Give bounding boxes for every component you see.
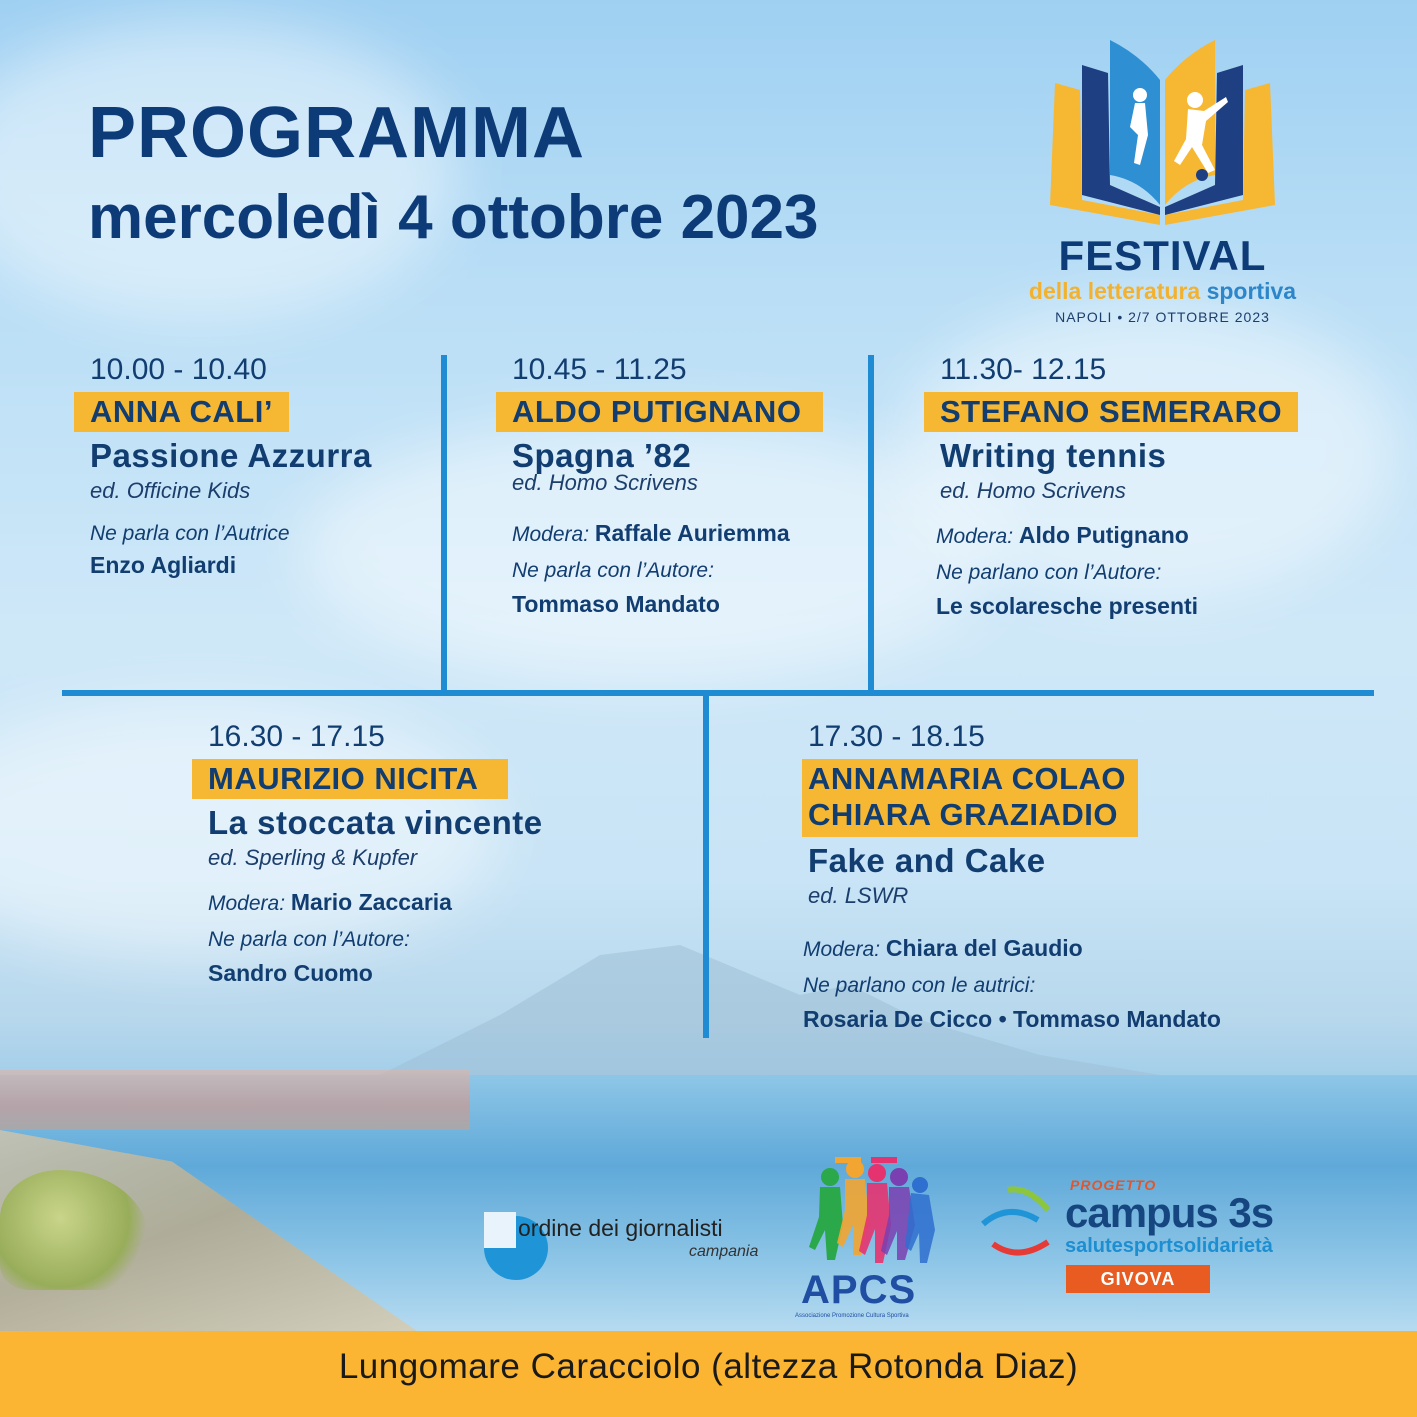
session-talk-label: Ne parla con l’Autore:: [208, 928, 410, 951]
session-card: [512, 353, 823, 618]
festival-subtitle-part1: della letteratura: [1028, 278, 1201, 304]
apcs-logo: [795, 1155, 945, 1325]
session-author: ANNA CALI’: [74, 392, 289, 432]
session-author: CHIARA GRAZIADIO: [808, 797, 1126, 833]
session-time: 11.30- 12.15: [940, 353, 1107, 386]
page-title: PROGRAMMA: [88, 93, 585, 173]
session-time: 16.30 - 17.15: [208, 720, 385, 753]
session-talk-names: Tommaso Mandato: [512, 591, 720, 617]
festival-logo: [990, 35, 1335, 325]
session-publisher: ed. Homo Scrivens: [512, 470, 698, 495]
session-publisher: ed. Sperling & Kupfer: [208, 845, 418, 870]
session-publisher: ed. LSWR: [808, 883, 909, 908]
session-publisher: ed. Homo Scrivens: [940, 478, 1126, 503]
athletes-icon: [795, 1155, 945, 1270]
session-talk-names: Enzo Agliardi: [90, 552, 237, 578]
session-moderator: Modera: Chiara del Gaudio: [803, 935, 1083, 961]
festival-name: FESTIVAL: [1058, 232, 1267, 279]
session-time: 17.30 - 18.15: [808, 720, 985, 753]
session-publisher: ed. Officine Kids: [90, 478, 251, 503]
pier-decor: [0, 1070, 470, 1130]
session-card: [90, 353, 372, 579]
session-card: [208, 720, 543, 987]
session-author: ANNAMARIA COLAO: [808, 761, 1127, 796]
festival-subtitle-part2: sportiva: [1206, 278, 1297, 304]
session-talk-label: Ne parlano con le autrici:: [803, 974, 1036, 997]
sponsor-region: campania: [689, 1243, 759, 1260]
sponsor-name: APCS: [801, 1268, 917, 1312]
session-book-title: Writing tennis: [940, 437, 1167, 474]
session-talk-names: Le scolaresche presenti: [936, 593, 1199, 619]
ordine-giornalisti-logo: [484, 1212, 774, 1282]
divider-vertical: [868, 355, 874, 693]
divider-horizontal: [62, 690, 1374, 696]
session-authors: [802, 759, 1138, 837]
session-moderator: Modera: Aldo Putignano: [936, 522, 1189, 548]
session-time: 10.45 - 11.25: [512, 353, 687, 386]
session-moderator: Modera: Raffale Auriemma: [512, 520, 790, 546]
session-talk-label: Ne parlano con l’Autore:: [936, 561, 1162, 584]
session-talk-label: Ne parla con l’Autrice: [90, 522, 290, 545]
sponsor-subtitle: Associazione Promozione Cultura Sportiva: [795, 1313, 909, 1319]
session-book-title: Passione Azzurra: [90, 437, 372, 474]
session-book-title: La stoccata vincente: [208, 804, 543, 841]
session-book-title: Spagna ’82: [512, 437, 692, 474]
event-location: Lungomare Caracciolo (altezza Rotonda Diaz): [338, 1347, 1079, 1386]
divider-vertical: [441, 355, 447, 693]
givova-logo: GIVOVA: [1066, 1265, 1210, 1293]
sponsor-name: campus 3s: [1065, 1189, 1274, 1236]
festival-subtitle: [990, 278, 1335, 305]
session-author: ALDO PUTIGNANO: [496, 392, 823, 432]
session-author: MAURIZIO NICITA: [192, 759, 508, 799]
session-card: [936, 353, 1298, 620]
festival-dates: NAPOLI • 2/7 OTTOBRE 2023: [1055, 309, 1270, 325]
campus-swoosh-icon: [978, 1172, 1063, 1267]
sponsor-name: ordine dei giornalisti: [518, 1215, 723, 1241]
campus-progetto-label: PROGETTO: [1070, 1177, 1157, 1193]
session-card: [803, 720, 1221, 1033]
session-talk-names: Rosaria De Cicco • Tommaso Mandato: [803, 1006, 1221, 1032]
event-date: mercoledì 4 ottobre 2023: [88, 183, 819, 252]
campus3s-logo: [978, 1172, 1308, 1302]
session-moderator: Modera: Mario Zaccaria: [208, 889, 452, 915]
session-talk-label: Ne parla con l’Autore:: [512, 559, 714, 582]
divider-vertical: [703, 693, 709, 1038]
session-talk-names: Sandro Cuomo: [208, 960, 373, 986]
footer-bar: [0, 1331, 1417, 1417]
sponsor-tagline: salutesportsolidarietà: [1065, 1235, 1273, 1257]
session-time: 10.00 - 10.40: [90, 353, 267, 386]
session-book-title: Fake and Cake: [808, 842, 1046, 879]
session-author: STEFANO SEMERARO: [924, 392, 1298, 432]
open-book-icon: [990, 35, 1335, 235]
